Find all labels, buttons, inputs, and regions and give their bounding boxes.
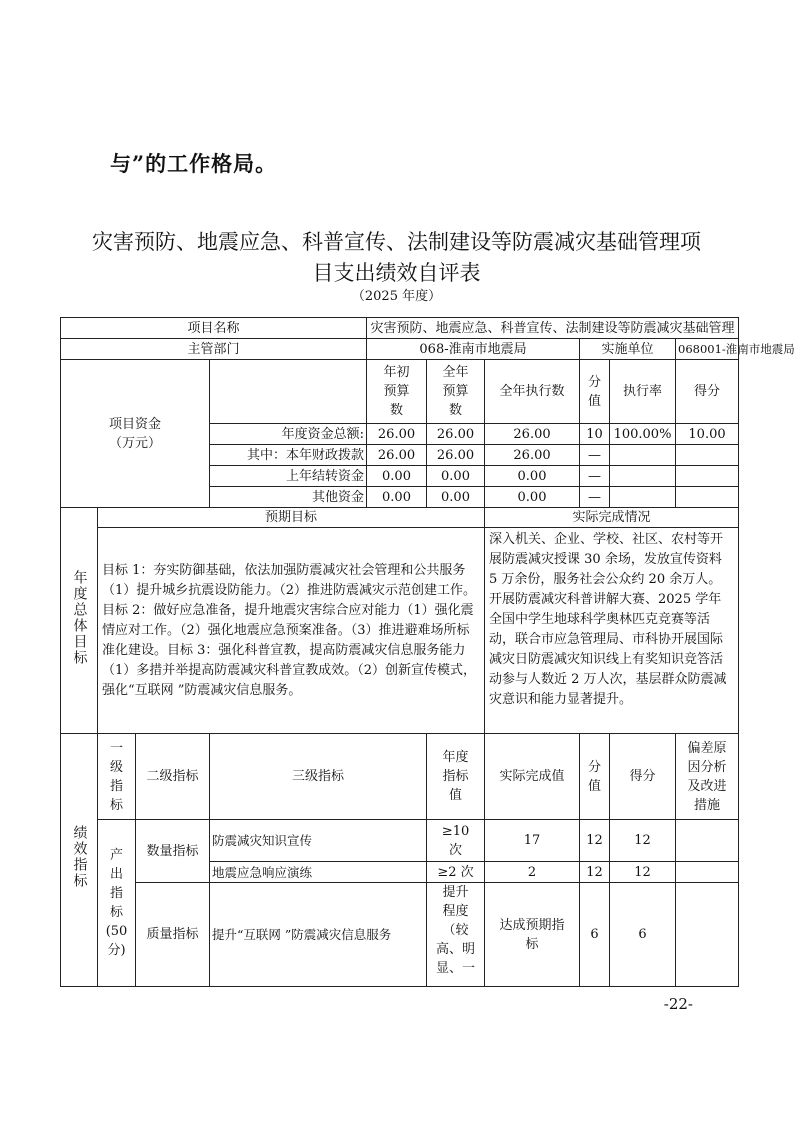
funds-score xyxy=(676,445,739,466)
overall-goal-label-text: 年度总体目标 xyxy=(71,569,88,666)
funds-sv: 10 xyxy=(580,424,610,445)
col-execution: 全年执行数 xyxy=(485,360,580,424)
expected-goal-header: 预期目标 xyxy=(98,508,485,528)
indicator-name: 防震减灾知识宣传 xyxy=(210,820,427,862)
indicator-row xyxy=(61,883,739,987)
funds-row-label: 其中：本年财政拨款 xyxy=(210,445,367,466)
dept-value: 068-淮南市地震局 xyxy=(367,339,580,360)
funds-exec: 26.00 xyxy=(485,424,580,445)
expected-goal-text: 目标 1：夯实防御基础，依法加强防震减灾社会管理和公共服务（1）提升城乡抗震设防能力。（2）推进防震减灾示范创建工作。目标 2：做好应急准备，提升地震灾害综合应对能力（1）强化震情应对工作。（2）强化地震应急预案准备。（3）推进避难场所标准化建设。目标 3：强化科普宣教，提高防震减灾信息服务能力（1）多措并举提高防震减灾科普宣教成效。（2）创新宣传模式，强化“互联网 ”防震减灾信息服务。 xyxy=(98,528,485,734)
funds-row-label: 年度资金总额: xyxy=(210,424,367,445)
header-deviation: 偏差原 因分析 及改进 措施 xyxy=(676,734,739,820)
indicator-score: 12 xyxy=(610,862,676,883)
evaluation-table xyxy=(60,317,795,987)
indicator-name: 地震应急响应演练 xyxy=(210,862,427,883)
funds-label-text: 项目资金 （万元） xyxy=(108,416,161,451)
impl-value: 068001-淮南市地震局 xyxy=(676,339,739,360)
funds-row-label: 其他资金 xyxy=(210,487,367,508)
header-level1: 一 级 指 标 xyxy=(98,734,136,820)
header-level3: 三级指标 xyxy=(210,734,427,820)
funds-row-label: 上年结转资金 xyxy=(210,466,367,487)
col-full-budget: 全年 预算 数 xyxy=(427,360,485,424)
table-title-line1: 灾害预防、地震应急、科普宣传、法制建设等防震减灾基础管理项 xyxy=(92,230,701,254)
funds-rate: 100.00% xyxy=(610,424,676,445)
indicator-target: ≥2 次 xyxy=(427,862,485,883)
lead-text: 与”的工作格局。 xyxy=(110,151,278,176)
dept-label: 主管部门 xyxy=(61,339,367,360)
indicator-actual: 2 xyxy=(485,862,580,883)
funds-full: 0.00 xyxy=(427,466,485,487)
impl-label: 实施单位 xyxy=(580,339,676,360)
col-score-value: 分 值 xyxy=(580,360,610,424)
table-title-line2: 目支出绩效自评表 xyxy=(312,261,481,285)
perf-indicator-label xyxy=(61,734,98,987)
header-score: 得分 xyxy=(610,734,676,820)
funds-init: 26.00 xyxy=(367,424,427,445)
funds-score xyxy=(676,487,739,508)
indicator-deviation xyxy=(676,862,739,883)
output-indicator-label: 产 出 指 标 (50 分) xyxy=(98,820,136,987)
funds-header-blank xyxy=(210,360,367,424)
overall-goal-label xyxy=(61,508,98,734)
indicator-actual: 17 xyxy=(485,820,580,862)
year-subtitle: （2025 年度） xyxy=(351,289,442,304)
project-name-label: 项目名称 xyxy=(61,318,367,339)
indicator-target: 提升 程度 （较 高、明 显、一 xyxy=(427,883,485,987)
indicator-deviation xyxy=(676,820,739,862)
indicator-score-value: 6 xyxy=(580,883,610,987)
col-score: 得分 xyxy=(676,360,739,424)
funds-full: 26.00 xyxy=(427,445,485,466)
funds-exec: 0.00 xyxy=(485,466,580,487)
funds-init: 26.00 xyxy=(367,445,427,466)
col-exec-rate: 执行率 xyxy=(610,360,676,424)
indicator-score: 6 xyxy=(610,883,676,987)
funds-init: 0.00 xyxy=(367,466,427,487)
funds-rate xyxy=(610,487,676,508)
indicator-score: 12 xyxy=(610,820,676,862)
actual-status-header: 实际完成情况 xyxy=(485,508,739,528)
indicator-row xyxy=(61,820,739,862)
actual-status-text: 深入机关、企业、学校、社区、农村等开展防震减灾授课 30 余场，发放宣传资料 5 万余份，服务社会公众约 20 余万人。开展防震减灾科普讲解大赛、2025 学年全国中学生地球科学奥林匹克竞赛等活动，联合市应急管理局、市科协开展国际减灾日防震减灾知识线上有奖知识竞答活动参与人数近 2 万人次，基层群众防震减灾意识和能力显著提升。 xyxy=(485,528,739,734)
indicator-score-value: 12 xyxy=(580,820,610,862)
funds-sv: — xyxy=(580,445,610,466)
indicator-deviation xyxy=(676,883,739,987)
funds-score xyxy=(676,466,739,487)
funds-rate xyxy=(610,445,676,466)
funds-sv: — xyxy=(580,487,610,508)
indicator-name: 提升“互联网 ”防震减灾信息服务 xyxy=(210,883,427,987)
header-level2: 二级指标 xyxy=(136,734,210,820)
funds-exec: 0.00 xyxy=(485,487,580,508)
funds-full: 26.00 xyxy=(427,424,485,445)
funds-sv: — xyxy=(580,466,610,487)
header-actual: 实际完成值 xyxy=(485,734,580,820)
header-target: 年度 指标 值 xyxy=(427,734,485,820)
funds-init: 0.00 xyxy=(367,487,427,508)
funds-rate xyxy=(610,466,676,487)
page-number: -22- xyxy=(663,995,693,1013)
funds-full: 0.00 xyxy=(427,487,485,508)
funds-score: 10.00 xyxy=(676,424,739,445)
funds-exec: 26.00 xyxy=(485,445,580,466)
funds-label xyxy=(61,360,210,508)
quality-indicator-label: 质量指标 xyxy=(136,883,210,987)
indicator-target: ≥10 次 xyxy=(427,820,485,862)
project-name-value: 灾害预防、地震应急、科普宣传、法制建设等防震减灾基础管理 xyxy=(367,318,739,339)
indicator-score-value: 12 xyxy=(580,862,610,883)
header-score-value: 分 值 xyxy=(580,734,610,820)
col-initial-budget: 年初 预算 数 xyxy=(367,360,427,424)
indicator-actual: 达成预期指 标 xyxy=(485,883,580,987)
perf-indicator-label-text: 绩效指标 xyxy=(71,825,88,889)
quantity-indicator-label: 数量指标 xyxy=(136,820,210,883)
